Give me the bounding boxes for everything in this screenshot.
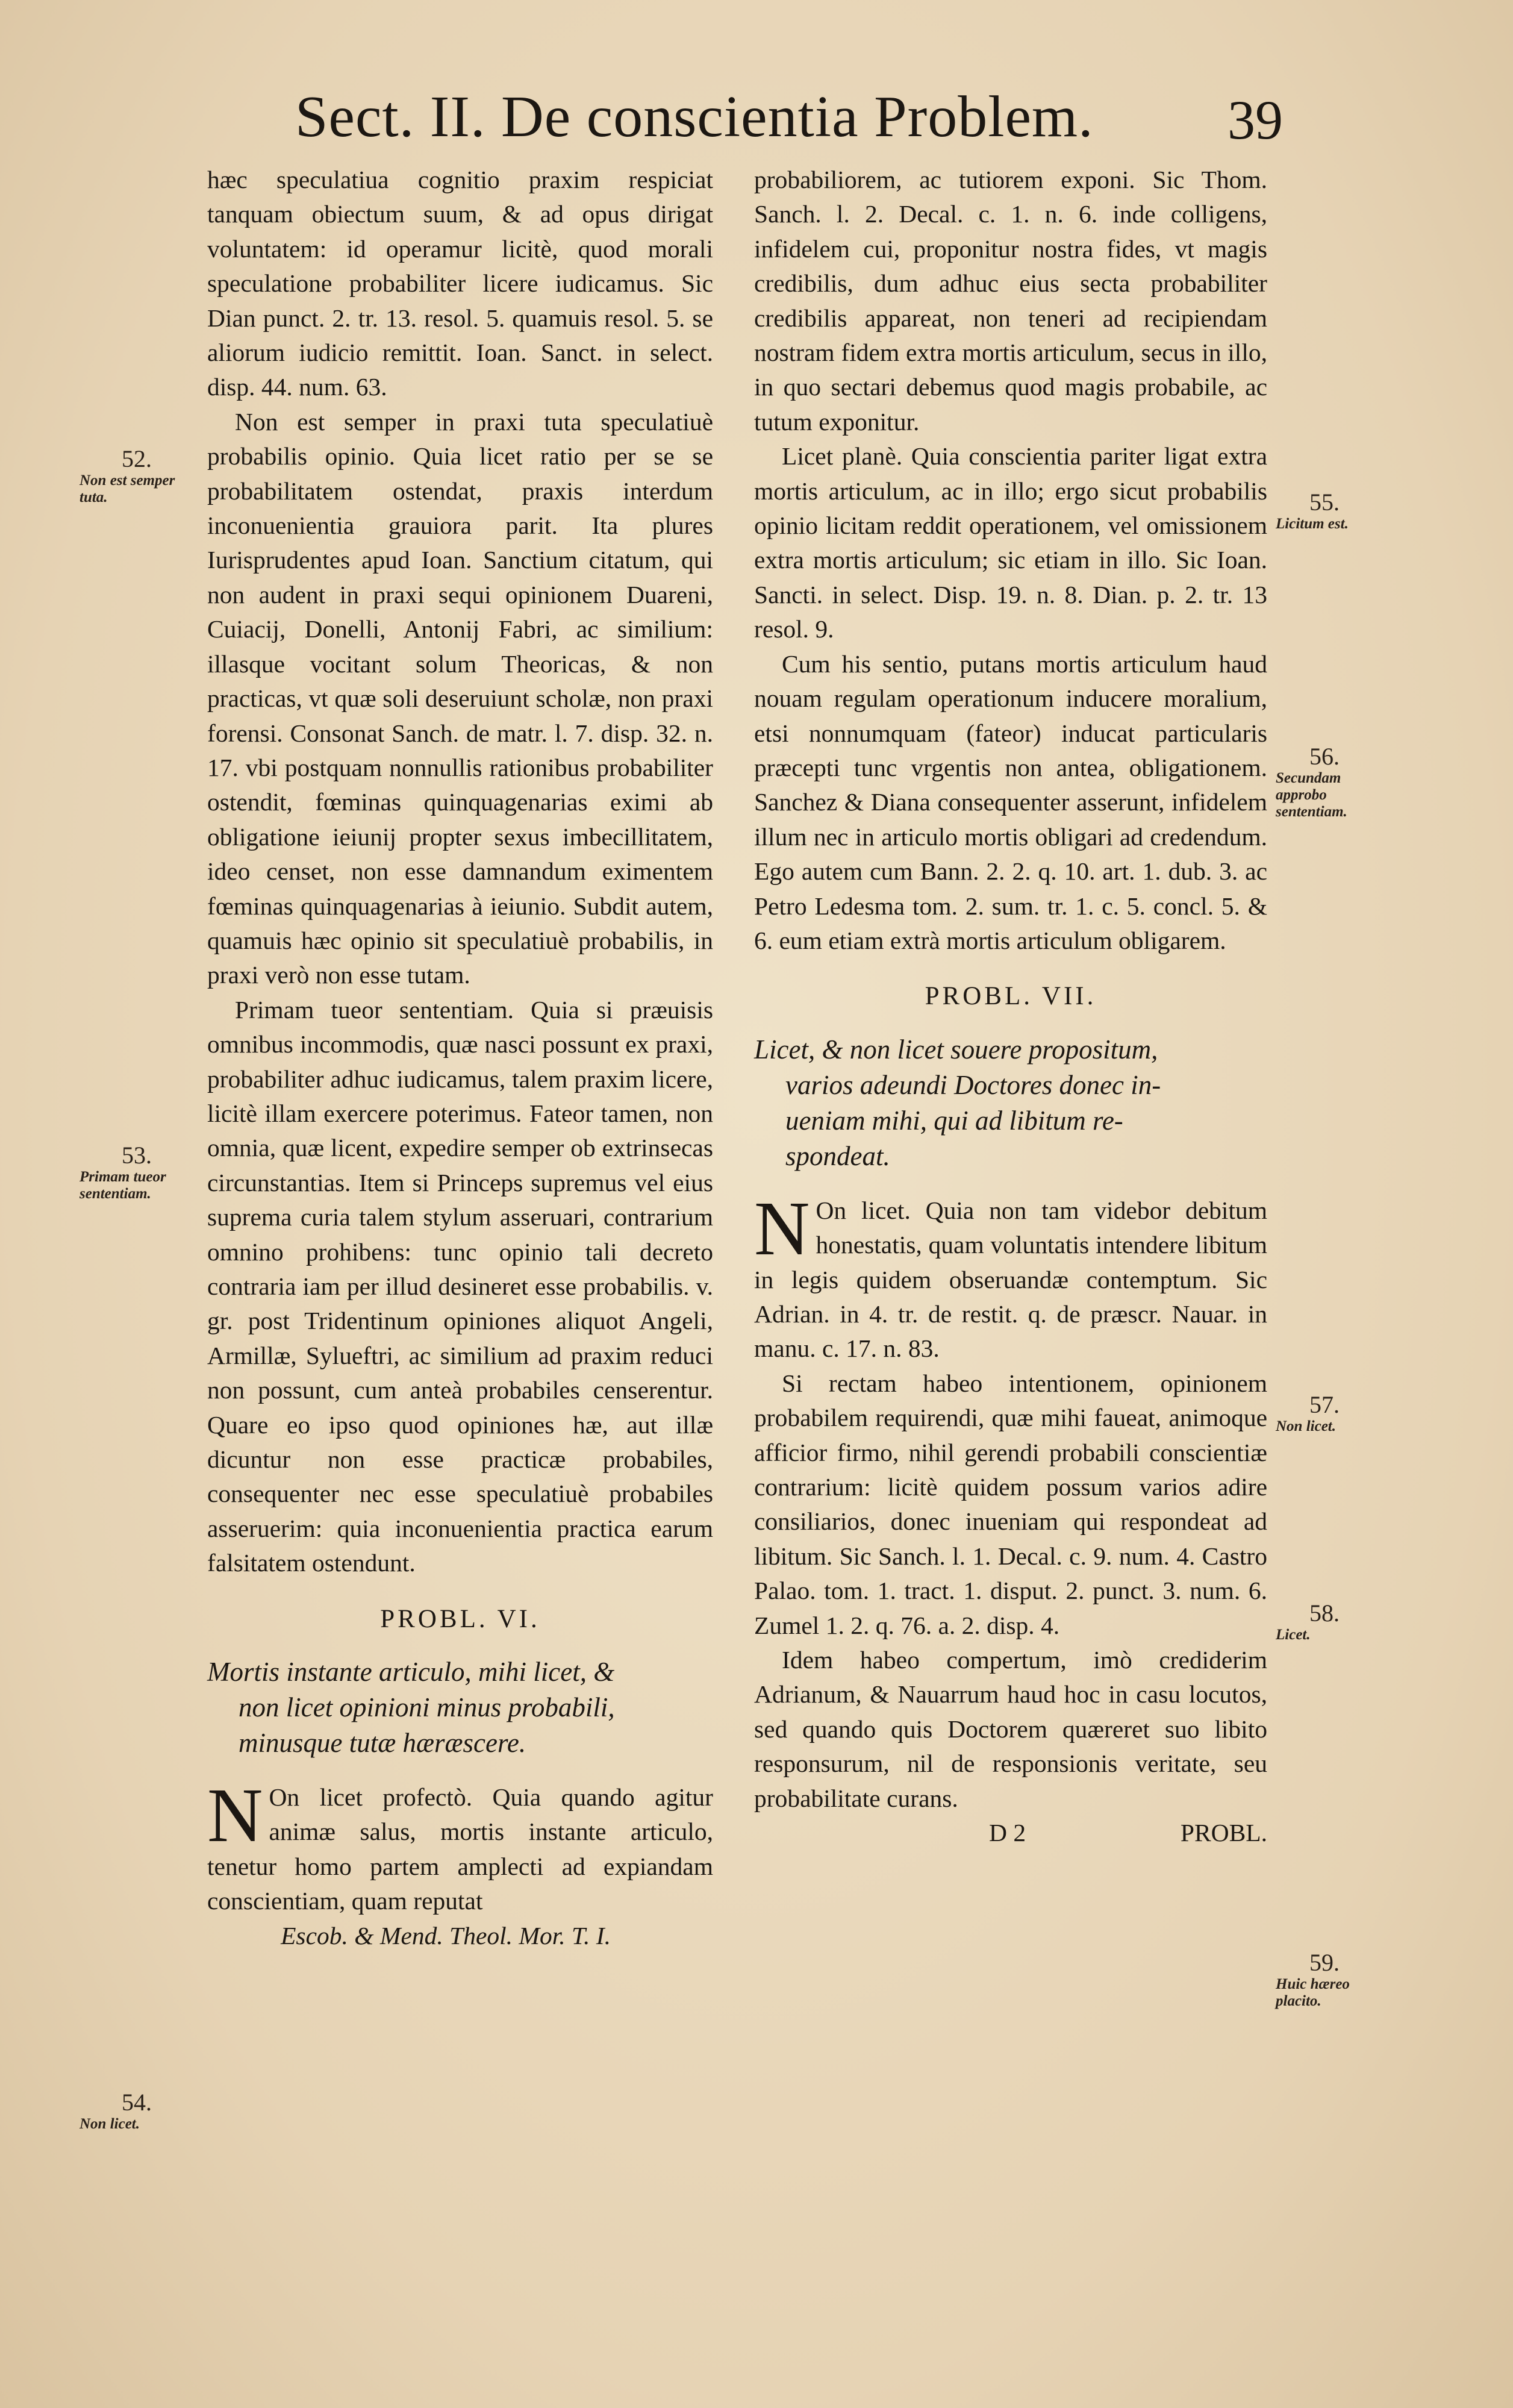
margin-note-number: 57. [1309,1391,1340,1418]
margin-note-56 [1276,743,1384,821]
catchword-left: Escob. & Mend. Theol. Mor. T. I. [281,1921,611,1950]
page-header [295,83,1283,167]
left-column [207,163,713,1953]
margin-note-number: 58. [1309,1600,1340,1627]
margin-note-53 [80,1142,194,1202]
problem-title-7-line-2: varios adeundi Doctores donec in- [785,1069,1161,1100]
margin-note-number: 52. [122,445,152,472]
margin-note-57 [1276,1392,1384,1435]
left-paragraph-2: Non est semper in praxi tuta speculatiuè probabilis opinio. Quia licet ratio per se se probabilitatem ostendat, praxis interdum inconuenientia grauiora parit. Ita plures Iurisprudentes apud Ioan. Sanctium citatum, qui non audent in praxi sequi opinionem Duareni, Cuiacij, Donelli, Antonij Fabri, ac similium: illasque vocitant solum Theoricas, & non practicas, vt quæ soli deseruiunt scholæ, non praxi forensi. Consonat Sanch. de matr. l. 7. disp. 32. n. 17. vbi postquam nonnullis rationibus probabiliter ostendit, fœminas quinquagenarias eximi ab obligatione ieiunij propter sexus imbecillitatem, ideo censet, non esse damnandum eximentem fœminas quinquagenarias à ieiunio. Subdit autem, quamuis hæc opinio sit speculatiuè probabilis, in praxi verò non esse tutam. [207,407,713,989]
problem-heading-6: PROBL. VI. [380,1604,540,1633]
problem-title-6-line-2: non licet opinioni minus probabili, [239,1692,615,1723]
right-paragraph-4-text: On licet. Quia non tam videbor debitum honestatis, quam voluntatis intendere libitum in legis quidem obseruandæ contemptum. Sic Adrian. in 4. tr. de restit. q. de præscr. Nauar. in manu. c. 17. n. 83. [754,1196,1267,1363]
margin-note-number: 54. [122,2089,152,2116]
right-column [754,163,1267,1850]
right-paragraph-4 [754,1185,1267,1366]
margin-note-number: 53. [122,1142,152,1169]
problem-title-6-line-1: Mortis instante articulo, mihi licet, & [207,1657,615,1687]
problem-title-7 [754,1032,1267,1174]
footer-line [754,1816,1267,1850]
margin-note-number: 56. [1309,743,1340,770]
left-paragraph-4 [207,1772,713,1919]
running-title: Sect. II. De conscientia Problem. [295,84,1094,149]
margin-note-text: Non licet. [1276,1418,1336,1434]
margin-note-text: Non licet. [80,2116,140,2132]
margin-note-text: Secundam approbo sententiam. [1276,770,1347,820]
problem-title-7-line-3: ueniam mihi, qui ad libitum re- [785,1105,1123,1136]
margin-note-text: Licet. [1276,1627,1311,1643]
drop-capital: N [207,1772,263,1859]
left-paragraph-1: hæc speculatiua cognitio praxim respiciat tanquam obiectum suum, & ad opus dirigat voluntatem: id operamur licitè, quod morali speculatione probabiliter licere iudicamus. Sic Dian punct. 2. tr. 13. resol. 5. quamuis resol. 5. se aliorum iudicio remittit. Ioan. Sanct. in select. disp. 44. num. 63. [207,166,713,401]
margin-note-59 [1276,1950,1384,2010]
problem-title-6-line-3: minusque tutæ hæræscere. [239,1728,526,1759]
problem-heading-7: PROBL. VII. [925,982,1097,1011]
right-paragraph-3: Cum his sentio, putans mortis articulum haud nouam regulam operationum inducere moralium, etsi nonnumquam (fateor) inducat particularis præcepti tunc vrgentis non antea, obligationem. Sanchez & Diana consequenter asserunt, infidelem illum nec in articulo mortis obligari ad credendum. Ego autem cum Bann. 2. 2. q. 10. art. 1. dub. 3. ac Petro Ledesma tom. 2. sum. tr. 1. c. 5. concl. 5. & 6. eum etiam extrà mortis articulum obligarem. [754,649,1267,954]
margin-note-58 [1276,1600,1384,1643]
margin-note-text: Licitum est. [1276,516,1349,532]
right-paragraph-5: Si rectam habeo intentionem, opinionem probabilem requirendi, quæ mihi faueat, animoque afficior firmo, nihil gerendi probabili conscientiæ contrarium: licitè quidem possum varios adire consiliarios, donec inueniam qui respondeat ad libitum. Sic Sanch. l. 1. Decal. c. 9. num. 4. Castro Palao. tom. 1. tract. 1. disput. 2. punct. 3. num. 6. Zumel 1. 2. q. 76. a. 2. disp. 4. [754,1369,1267,1639]
margin-note-number: 59. [1309,1949,1340,1976]
margin-note-number: 55. [1309,489,1340,516]
margin-note-52 [80,446,194,506]
margin-note-text: Primam tueor sententiam. [80,1169,166,1202]
right-paragraph-1: probabiliorem, ac tutiorem exponi. Sic Thom. Sanch. l. 2. Decal. c. 1. n. 6. inde colligens, infidelem cui, proponitur nostra fides, vt magis credibilis, dum adhuc eius secta probabiliter credibilis appareat, non teneri ad recipiendam nostram fidem extra mortis articulum, secus in illo, in quo sectari debemus quod magis probabile, ac tutum exponitur. [754,166,1267,436]
problem-title-6 [207,1654,713,1761]
page-number: 39 [1228,89,1283,151]
signature-mark: D 2 [989,1819,1026,1847]
left-paragraph-4-text: On licet profectò. Quia quando agitur animæ salus, mortis instante articulo, tenetur homo partem amplecti ad expiandam conscientiam, quam reputat [207,1783,713,1915]
catchword-right: PROBL. [1180,1819,1267,1847]
problem-title-7-line-4: spondeat. [785,1140,890,1171]
problem-title-7-line-1: Licet, & non licet souere propositum, [754,1034,1158,1065]
left-paragraph-3: Primam tueor sententiam. Quia si præuisis omnibus incommodis, quæ nasci possunt ex praxi, probabiliter adhuc iudicamus, talem praxim licere, licitè illam exercere poterimus. Fateor tamen, non omnia, quæ licent, expedire semper ob extrinsecas circunstantias. Item si Princeps supremus vel eius suprema curia talem stylum asseruari, contrarium omnino prohibens: tunc opinio tali decreto contraria iam per illud desineret esse probabilis. v. gr. post Tridentinum opiniones aliquot Angeli, Armillæ, Sylueftri, ac similium ad praxim reduci non possunt, cum anteà probabiles censerentur. Quare eo ipso quod opiniones hæ, aut illæ dicuntur non esse practicæ probabiles, consequenter nec esse speculatiuè probabiles asseruerim: quia inconuenientia practica earum falsitatem ostendunt. [207,995,713,1577]
margin-note-text: Huic hæreo placito. [1276,1976,1350,2009]
margin-note-55 [1276,489,1384,533]
margin-note-54 [80,2089,194,2133]
drop-capital: N [754,1185,810,1271]
right-paragraph-6: Idem habeo compertum, imò crediderim Adrianum, & Nauarrum haud hoc in casu locutos, sed quando quis Doctorem quæreret suo libito responsurum, nil de responsionis veritate, seu probabilitate curans. [754,1646,1267,1812]
margin-note-text: Non est semper tuta. [80,472,175,505]
right-paragraph-2: Licet planè. Quia conscientia pariter ligat extra mortis articulum, ac in illo; ergo sicut probabilis opinio licitam reddit operationem, vel omissionem extra mortis articulum; sic etiam in illo. Sic Ioan. Sancti. in select. Disp. 19. n. 8. Dian. p. 2. tr. 13 resol. 9. [754,442,1267,643]
